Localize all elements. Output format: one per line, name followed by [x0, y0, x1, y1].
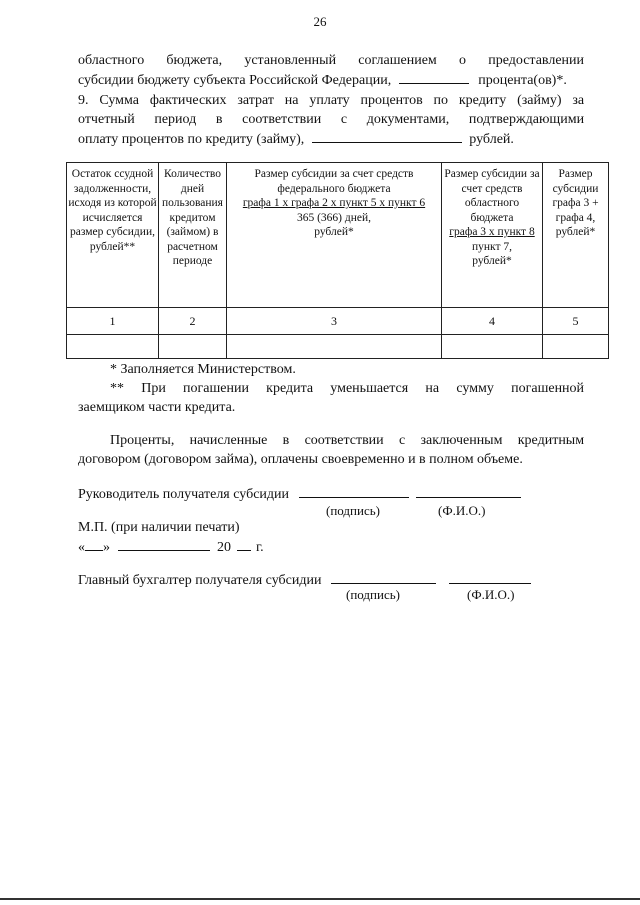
intro-line-2: субсидии бюджету субъекта Российской Федерации, процента(ов)*.: [78, 73, 567, 88]
data-cell-3[interactable]: [227, 335, 442, 359]
accountant-signature-field[interactable]: [331, 571, 436, 584]
table-data-row: [67, 335, 609, 359]
statement-line-1: Проценты, начисленные в соответствии с заключенным кредитным: [110, 433, 585, 448]
page-bottom-edge: [0, 898, 640, 900]
data-cell-4[interactable]: [442, 335, 543, 359]
head-caption-signature: (подпись): [326, 503, 380, 518]
header-cell-1: Остаток ссудной задолженности, исходя из которой исчисляется размер субсидии, рублей**: [67, 163, 159, 308]
accountant-signature-line: Главный бухгалтер получателя субсидии: [78, 571, 584, 590]
head-signature-field[interactable]: [299, 485, 409, 498]
head-name-field[interactable]: [416, 485, 521, 498]
intro-line-1: областного бюджета, установленный соглашением о предоставлении: [78, 53, 585, 68]
table-header-row: [67, 163, 609, 308]
head-caption-name: (Ф.И.О.): [438, 503, 486, 518]
header-cell-5: Размер субсидии графа 3 + графа 4, рублей*: [543, 163, 609, 308]
intro-line-5: оплату процентов по кредиту (займу), рублей.: [78, 132, 514, 147]
data-cell-2[interactable]: [159, 335, 227, 359]
accountant-name-field[interactable]: [449, 571, 531, 584]
header-cell-3: Размер субсидии за счет средств федерального бюджета графа 1 х графа 2 х пункт 5 х пункт 6 365 (366) дней, рублей*: [227, 163, 442, 308]
data-cell-5[interactable]: [543, 335, 609, 359]
column-number-2: 2: [159, 308, 227, 335]
actual-costs-blank[interactable]: [312, 130, 462, 143]
intro-line-4: отчетный период в соответствии с документами, подтверждающими: [78, 112, 585, 127]
data-cell-1[interactable]: [67, 335, 159, 359]
seal-note: М.П. (при наличии печати): [78, 520, 240, 535]
note-ministry: * Заполняется Министерством.: [110, 362, 296, 377]
statement-line-2: договором (договором займа), оплачены своевременно и в полном объеме.: [78, 452, 523, 467]
page-number: 26: [313, 14, 327, 29]
accountant-caption-signature: (подпись): [346, 587, 400, 602]
header-cell-4: Размер субсидии за счет средств областного бюджета графа 3 х пункт 8 пункт 7, рублей*: [442, 163, 543, 308]
column-number-5: 5: [543, 308, 609, 335]
accountant-caption-name: (Ф.И.О.): [467, 587, 515, 602]
header-cell-2: Количество дней пользования кредитом (займом) в расчетном периоде: [159, 163, 227, 308]
table-number-row: [67, 308, 609, 335]
column-number-1: 1: [67, 308, 159, 335]
percent-blank[interactable]: [399, 71, 469, 84]
subsidy-table: [66, 162, 609, 359]
note-repayment-1: ** При погашении кредита уменьшается на сумму погашенной: [110, 381, 585, 396]
head-signature-line: Руководитель получателя субсидии: [78, 485, 584, 504]
date-day-field[interactable]: [85, 538, 103, 551]
date-month-field[interactable]: [118, 538, 210, 551]
column-number-3: 3: [227, 308, 442, 335]
date-year-field[interactable]: [237, 538, 251, 551]
date-line: « » 20 г.: [78, 540, 264, 555]
column-number-4: 4: [442, 308, 543, 335]
intro-line-3: 9. Сумма фактических затрат на уплату процентов по кредиту (займу) за: [78, 93, 585, 108]
note-repayment-2: заемщиком части кредита.: [78, 400, 236, 415]
